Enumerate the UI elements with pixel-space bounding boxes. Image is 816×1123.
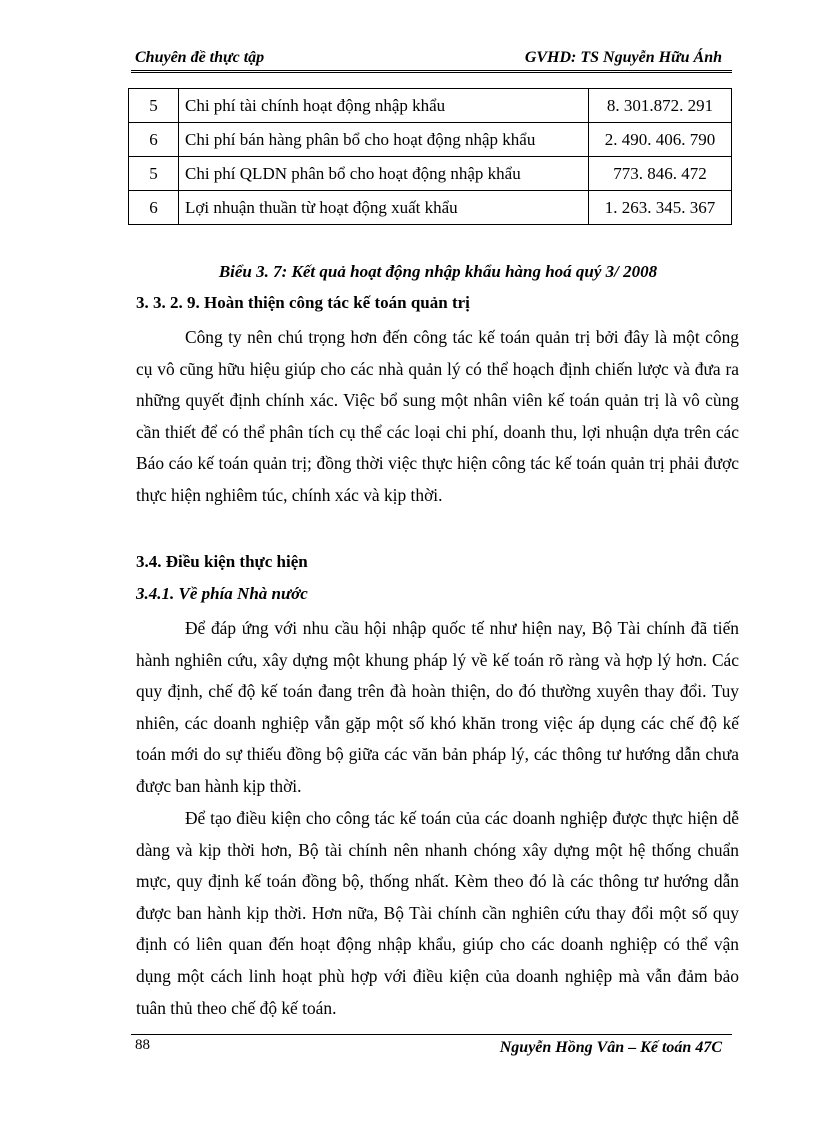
row-value: 2. 490. 406. 790 (589, 123, 732, 157)
row-item: Chi phí tài chính hoạt động nhập khẩu (179, 89, 589, 123)
row-number: 6 (129, 191, 179, 225)
table-row (129, 123, 732, 157)
section-heading-3329: 3. 3. 2. 9. Hoàn thiện công tác kế toán quản trị (136, 293, 470, 312)
footer-author: Nguyễn Hồng Vân – Kế toán 47C (499, 1039, 722, 1056)
row-value: 773. 846. 472 (589, 157, 732, 191)
paragraph-341-b: Để tạo điều kiện cho công tác kế toán của các doanh nghiệp được thực hiện dễ dàng và kịp thời hơn, Bộ tài chính nên nhanh chóng xây dựng một hệ thống chuẩn mực, quy định kế toán đồng bộ, thống nhất. Kèm theo đó là các thông tư hướng dẫn được ban hành kịp thời. Hơn nữa, Bộ Tài chính cần nghiên cứu thay đổi một số quy định có liên quan đến hoạt động nhập khẩu, giúp cho các doanh nghiệp có thể vận dụng một cách linh hoạt phù hợp với điều kiện của doanh nghiệp mà vẫn đảm bảo tuân thủ theo chế độ kế toán. (136, 808, 739, 1018)
results-table (128, 88, 732, 225)
sub-heading-341: 3.4.1. Về phía Nhà nước (136, 584, 308, 603)
row-number: 5 (129, 89, 179, 123)
row-number: 6 (129, 123, 179, 157)
row-item: Lợi nhuận thuần từ hoạt động xuất khẩu (179, 191, 589, 225)
page-number: 88 (135, 1037, 150, 1053)
page-header (131, 44, 732, 73)
table-row (129, 191, 732, 225)
row-value: 8. 301.872. 291 (589, 89, 732, 123)
table-caption: Biểu 3. 7: Kết quả hoạt động nhập khẩu hàng hoá quý 3/ 2008 (218, 262, 658, 281)
paragraph-341-a: Để đáp ứng với nhu cầu hội nhập quốc tế như hiện nay, Bộ Tài chính đã tiến hành nghiên cứu, xây dựng một khung pháp lý về kế toán rõ ràng và hợp lý hơn. Các quy định, chế độ kế toán đang trên đà hoàn thiện, do đó thường xuyên thay đổi. Tuy nhiên, các doanh nghiệp vẫn gặp một số khó khăn trong việc áp dụng các chế độ kế toán mới do sự thiếu đồng bộ giữa các văn bản pháp lý, các thông tư hướng dẫn chưa được ban hành kịp thời. (136, 618, 739, 796)
page-footer (131, 1034, 732, 1061)
section-heading-34: 3.4. Điều kiện thực hiện (136, 552, 308, 571)
table-row (129, 157, 732, 191)
row-value: 1. 263. 345. 367 (589, 191, 732, 225)
header-right: GVHD: TS Nguyễn Hữu Ánh (524, 49, 722, 66)
row-number: 5 (129, 157, 179, 191)
paragraph-3329: Công ty nên chú trọng hơn đến công tác kế toán quản trị bởi đây là một công cụ vô cũng hữu hiệu giúp cho các nhà quản lý có thể hoạch định chiến lược và đưa ra những quyết định chính xác. Việc bổ sung một nhân viên kế toán quản trị là vô cùng cần thiết để có thể phân tích cụ thể các loại chi phí, doanh thu, lợi nhuận dựa trên các Báo cáo kế toán quản trị; đồng thời việc thực hiện công tác kế toán quản trị phải được thực hiện nghiêm túc, chính xác và kịp thời. (136, 327, 739, 505)
header-left: Chuyên đề thực tập (135, 49, 265, 66)
row-item: Chi phí bán hàng phân bổ cho hoạt động nhập khẩu (179, 123, 589, 157)
row-item: Chi phí QLDN phân bổ cho hoạt động nhập khẩu (179, 157, 589, 191)
table-row (129, 89, 732, 123)
